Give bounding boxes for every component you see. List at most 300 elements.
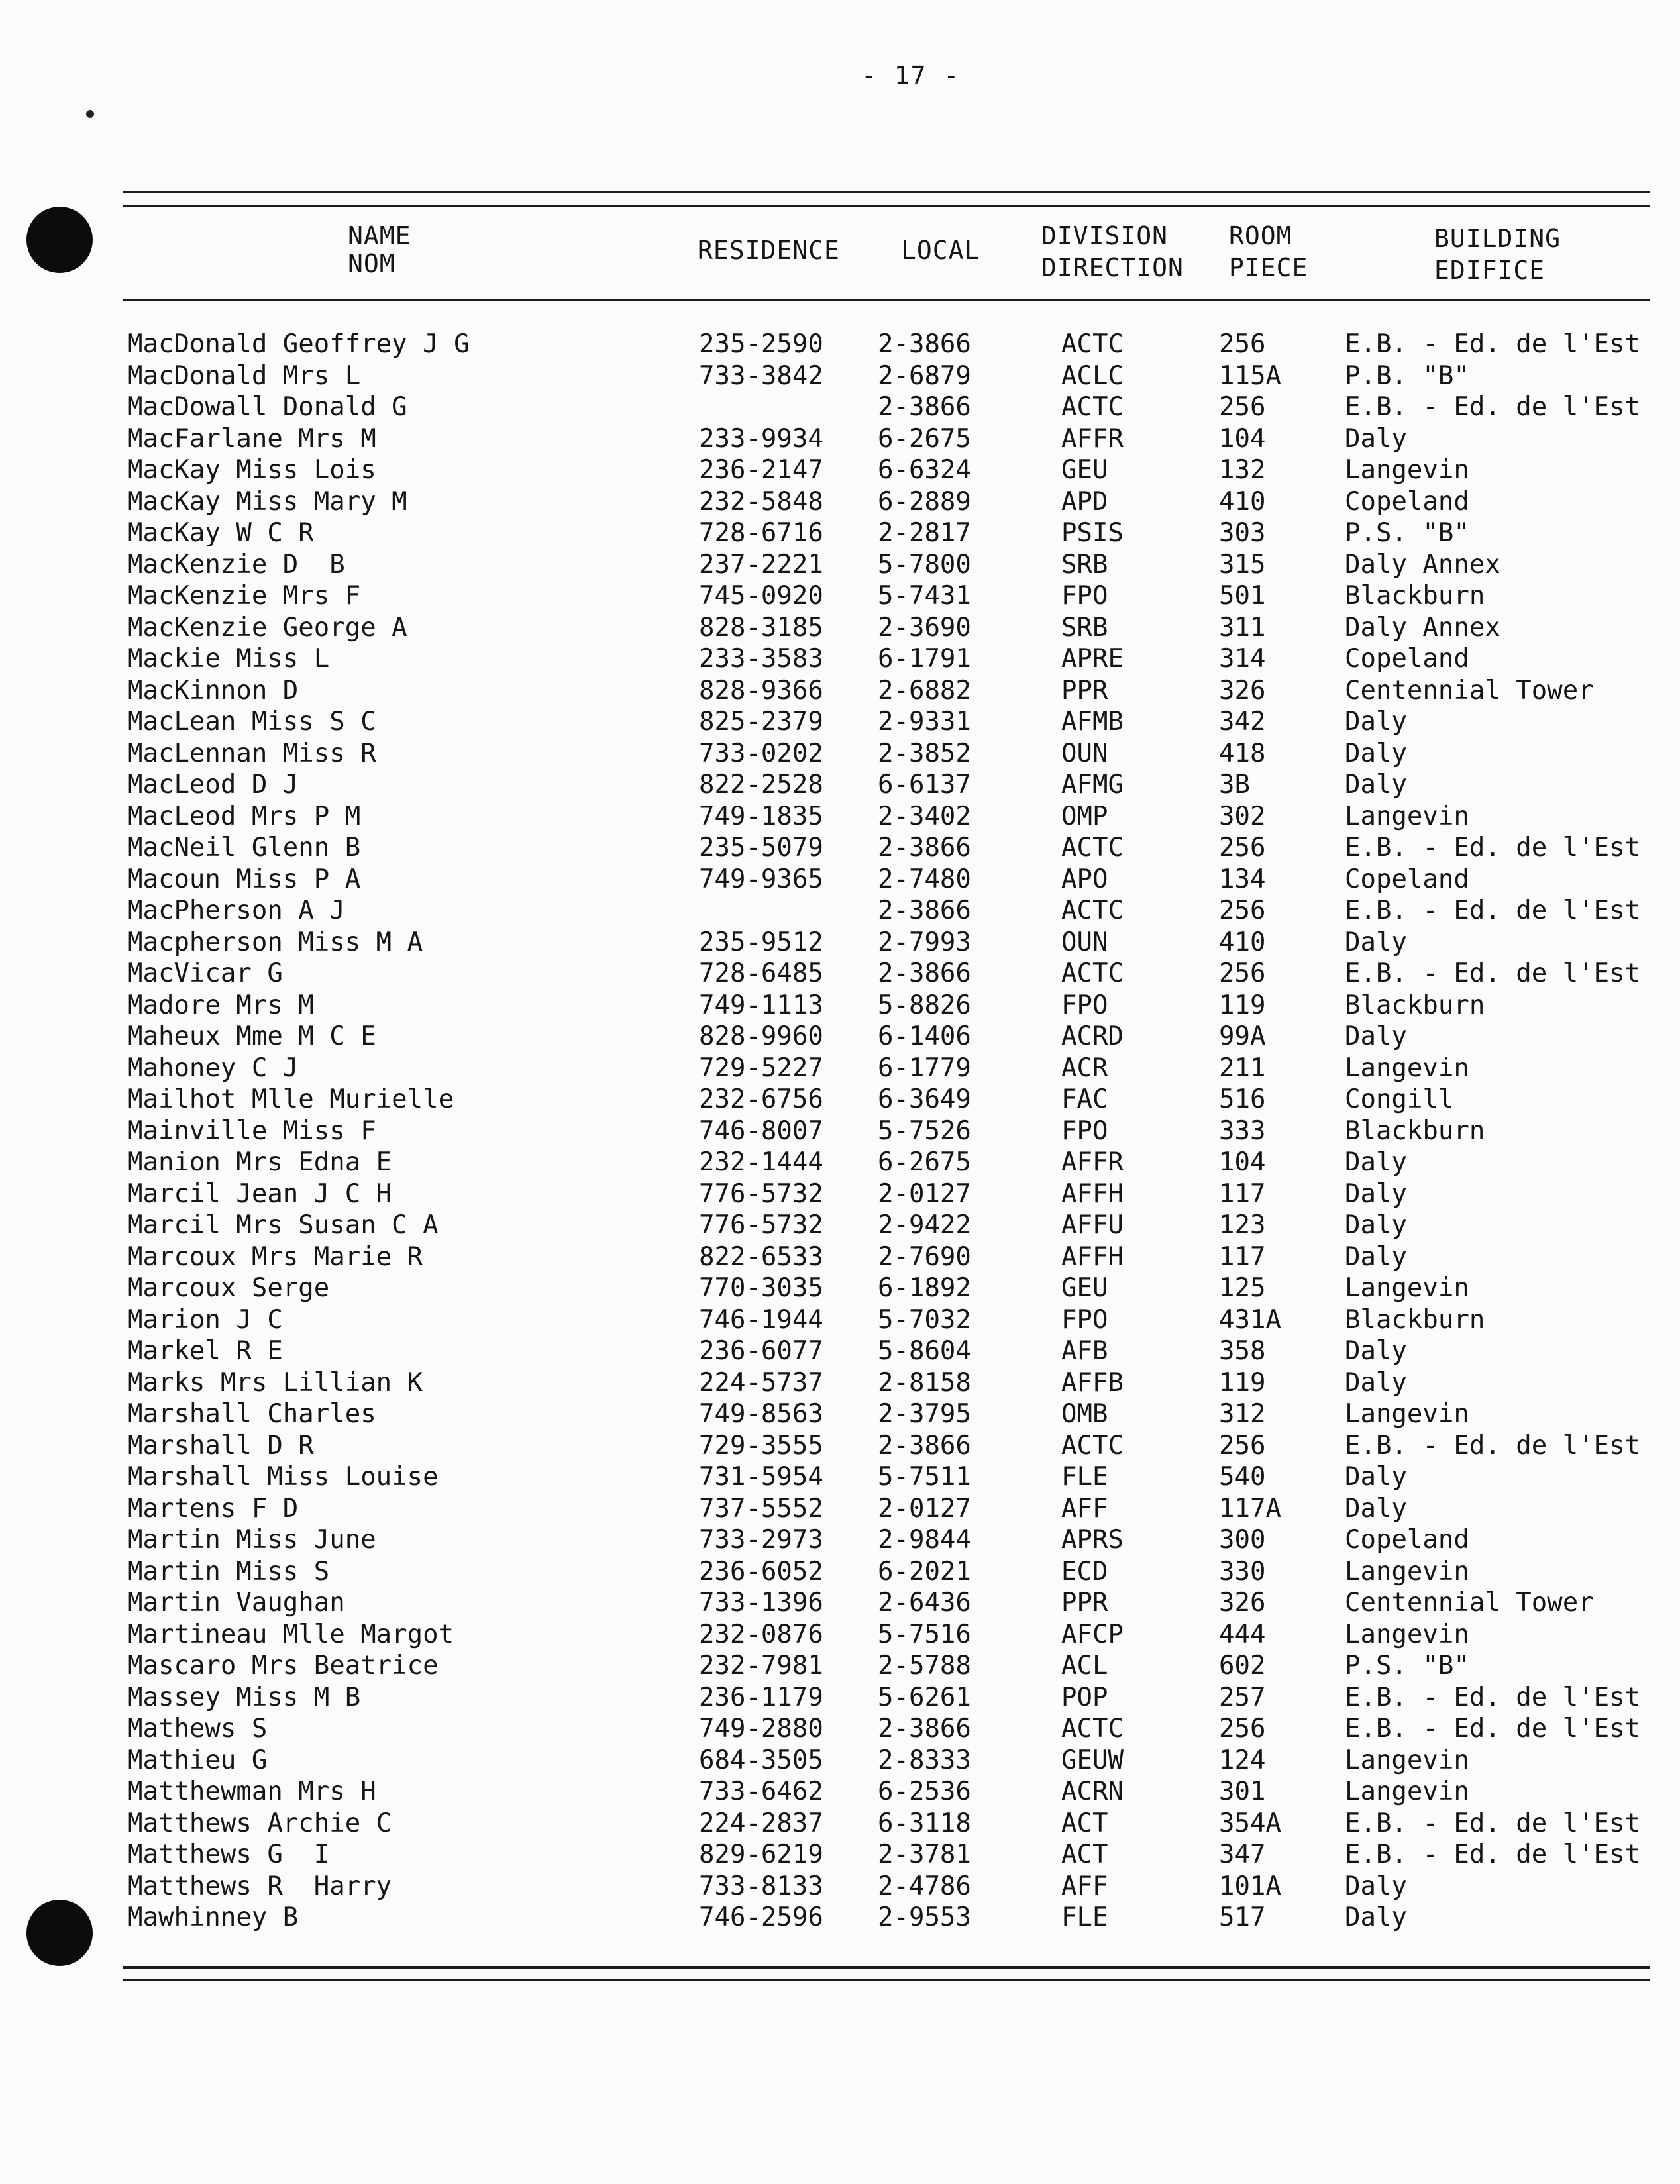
entry-residence: 733-0202 — [699, 738, 823, 768]
entry-residence: 828-9366 — [699, 675, 823, 705]
entry-name: MacKay Miss Mary M — [127, 486, 407, 517]
entry-residence: 232-0876 — [699, 1619, 823, 1649]
entry-division: ACTC — [1061, 1430, 1124, 1461]
entry-residence: 733-3842 — [699, 360, 823, 391]
entry-name: MacDowall Donald G — [127, 392, 407, 422]
entry-residence: 749-1835 — [699, 801, 823, 831]
entry-name: Marcoux Mrs Marie R — [127, 1241, 423, 1272]
entry-residence: 749-9365 — [699, 864, 823, 894]
directory-entry — [0, 1745, 1680, 1777]
entry-division: AFCP — [1061, 1619, 1124, 1649]
entry-residence: 822-6533 — [699, 1241, 823, 1272]
entry-name: Mascaro Mrs Beatrice — [127, 1651, 439, 1681]
entry-building: Daly — [1345, 1871, 1407, 1901]
entry-residence: 749-8563 — [699, 1399, 823, 1429]
entry-room: 358 — [1219, 1336, 1266, 1366]
entry-division: ACTC — [1061, 329, 1124, 359]
entry-name: MacVicar G — [127, 959, 283, 988]
entry-local: 6-3649 — [878, 1084, 971, 1114]
entry-division: ACT — [1061, 1808, 1108, 1838]
entry-division: OMP — [1061, 801, 1108, 831]
entry-room: 354A — [1219, 1808, 1281, 1838]
entry-name: MacLeod D J — [127, 770, 299, 800]
entry-building: Daly — [1345, 1241, 1407, 1272]
entry-room: 256 — [1219, 959, 1266, 988]
entry-room: 119 — [1219, 990, 1266, 1020]
entry-building: Langevin — [1345, 1556, 1469, 1586]
entry-name: Marcil Jean J C H — [127, 1178, 392, 1209]
entry-room: 256 — [1219, 329, 1266, 359]
entry-room: 302 — [1219, 801, 1266, 831]
entry-building: P.B. "B" — [1345, 360, 1469, 391]
entry-division: PPR — [1061, 675, 1108, 705]
entry-residence: 737-5552 — [699, 1493, 823, 1524]
entry-room: 101A — [1219, 1871, 1281, 1901]
entry-name: MacPherson A J — [127, 896, 345, 925]
entry-name: Martens F D — [127, 1493, 299, 1524]
entry-local: 2-2817 — [878, 518, 971, 548]
entry-division: FLE — [1061, 1902, 1108, 1932]
entry-residence: 770-3035 — [699, 1273, 823, 1303]
entry-room: 330 — [1219, 1556, 1266, 1586]
entry-local: 2-4786 — [878, 1871, 971, 1901]
entry-residence: 224-2837 — [699, 1808, 823, 1838]
entry-name: Marshall Charles — [127, 1399, 376, 1429]
entry-building: Copeland — [1345, 1525, 1469, 1555]
entry-room: 326 — [1219, 1588, 1266, 1618]
entry-room: 300 — [1219, 1525, 1266, 1555]
entry-name: Mackie Miss L — [127, 644, 330, 674]
entry-division: PSIS — [1061, 518, 1124, 548]
directory-entry — [0, 895, 1680, 927]
entry-residence: 728-6716 — [699, 518, 823, 548]
header-division: DIVISION — [1041, 221, 1169, 250]
directory-entry — [0, 706, 1680, 738]
entry-division: AFFR — [1061, 1147, 1124, 1177]
entry-residence: 236-2147 — [699, 455, 823, 485]
entry-local: 2-6436 — [878, 1588, 971, 1618]
entry-residence: 235-9512 — [699, 927, 823, 957]
directory-entry — [0, 329, 1680, 360]
entry-building: Daly — [1345, 707, 1407, 737]
directory-entry — [0, 990, 1680, 1021]
entry-local: 6-6324 — [878, 455, 971, 485]
entry-local: 2-7480 — [878, 864, 971, 894]
entry-local: 6-1779 — [878, 1053, 971, 1083]
entry-name: Marks Mrs Lillian K — [127, 1367, 423, 1398]
entry-building: E.B. - Ed. de l'Est — [1345, 1430, 1641, 1461]
entry-building: E.B. - Ed. de l'Est — [1345, 1682, 1641, 1712]
entry-local: 6-2675 — [878, 423, 971, 454]
entry-building: Centennial Tower — [1345, 675, 1594, 705]
entry-local: 2-9844 — [878, 1525, 971, 1555]
entry-room: 104 — [1219, 423, 1266, 454]
entry-room: 333 — [1219, 1116, 1266, 1146]
entry-name: Macpherson Miss M A — [127, 927, 423, 957]
entry-building: Centennial Tower — [1345, 1588, 1594, 1618]
entry-division: AFFR — [1061, 423, 1124, 454]
entry-building: Daly — [1345, 770, 1407, 800]
entry-room: 117 — [1219, 1241, 1266, 1272]
entry-division: AFFB — [1061, 1367, 1124, 1398]
entry-division: AFF — [1061, 1493, 1108, 1524]
entry-name: Mathews S — [127, 1714, 268, 1743]
entry-division: ACT — [1061, 1840, 1108, 1869]
entry-residence: 729-3555 — [699, 1430, 823, 1461]
entry-room: 444 — [1219, 1619, 1266, 1649]
entry-building: Daly — [1345, 1462, 1407, 1492]
entry-room: 104 — [1219, 1147, 1266, 1177]
directory-entry — [0, 927, 1680, 959]
entry-division: AFFH — [1061, 1178, 1124, 1209]
entry-division: ACR — [1061, 1053, 1108, 1083]
entry-room: 342 — [1219, 707, 1266, 737]
entry-residence: 224-5737 — [699, 1367, 823, 1398]
entry-building: E.B. - Ed. de l'Est — [1345, 959, 1641, 988]
entry-residence: 745-0920 — [699, 581, 823, 611]
entry-division: GEU — [1061, 1273, 1108, 1303]
entry-room: 115A — [1219, 360, 1281, 391]
directory-entry — [0, 1367, 1680, 1399]
entry-building: P.S. "B" — [1345, 518, 1469, 548]
entry-local: 6-1892 — [878, 1273, 971, 1303]
entry-residence: 232-5848 — [699, 486, 823, 517]
entry-residence: 749-2880 — [699, 1714, 823, 1743]
entry-residence: 684-3505 — [699, 1745, 823, 1775]
entry-building: Langevin — [1345, 801, 1469, 831]
entry-residence: 237-2221 — [699, 549, 823, 580]
entry-division: AFFH — [1061, 1241, 1124, 1272]
entry-building: Daly — [1345, 1902, 1407, 1932]
entry-name: Martin Vaughan — [127, 1588, 345, 1618]
entry-building: Blackburn — [1345, 1304, 1485, 1335]
entry-building: Daly — [1345, 927, 1407, 957]
entry-division: POP — [1061, 1682, 1108, 1712]
entry-name: MacKay Miss Lois — [127, 455, 376, 485]
directory-entry — [0, 1084, 1680, 1116]
entry-name: Mathieu G — [127, 1745, 268, 1775]
entry-residence: 829-6219 — [699, 1840, 823, 1869]
entry-building: E.B. - Ed. de l'Est — [1345, 1808, 1641, 1838]
entry-room: 119 — [1219, 1367, 1266, 1398]
entry-local: 5-8604 — [878, 1336, 971, 1366]
entry-residence: 822-2528 — [699, 770, 823, 800]
bottom-rule-thin — [123, 1979, 1650, 1981]
entry-division: SRB — [1061, 549, 1108, 580]
entry-name: Maheux Mme M C E — [127, 1021, 376, 1051]
entry-local: 6-6137 — [878, 770, 971, 800]
directory-entry — [0, 517, 1680, 549]
directory-entry — [0, 1619, 1680, 1651]
entry-residence: 729-5227 — [699, 1053, 823, 1083]
entry-division: SRB — [1061, 612, 1108, 643]
directory-entry — [0, 1147, 1680, 1178]
entry-name: MacKay W C R — [127, 518, 314, 548]
entry-room: 123 — [1219, 1210, 1266, 1240]
entry-division: ACRD — [1061, 1021, 1124, 1051]
entry-building: Blackburn — [1345, 990, 1485, 1020]
entry-local: 2-3866 — [878, 1430, 971, 1461]
entry-local: 5-7516 — [878, 1619, 971, 1649]
entry-room: 117A — [1219, 1493, 1281, 1524]
entry-residence: 728-6485 — [699, 959, 823, 988]
entry-name: MacDonald Geoffrey J G — [127, 329, 470, 359]
entry-name: Matthews Archie C — [127, 1808, 392, 1838]
entry-room: 418 — [1219, 738, 1266, 768]
entry-room: 125 — [1219, 1273, 1266, 1303]
header-rule — [123, 299, 1650, 301]
entry-building: Daly — [1345, 1021, 1407, 1051]
entry-local: 2-8158 — [878, 1367, 971, 1398]
entry-division: FPO — [1061, 1304, 1108, 1335]
entry-name: Marion J C — [127, 1304, 283, 1335]
entry-local: 2-3402 — [878, 801, 971, 831]
directory-entry — [0, 1556, 1680, 1588]
entry-name: Mainville Miss F — [127, 1116, 376, 1146]
entry-room: 124 — [1219, 1745, 1266, 1775]
entry-local: 2-9553 — [878, 1902, 971, 1932]
directory-entry — [0, 1210, 1680, 1241]
directory-entry — [0, 643, 1680, 675]
entry-building: Langevin — [1345, 1619, 1469, 1649]
entry-building: E.B. - Ed. de l'Est — [1345, 392, 1641, 422]
entry-residence: 733-2973 — [699, 1525, 823, 1555]
entry-room: 117 — [1219, 1178, 1266, 1209]
directory-entry — [0, 1902, 1680, 1934]
entry-building: Daly — [1345, 1493, 1407, 1524]
entry-residence: 733-6462 — [699, 1777, 823, 1806]
entry-building: E.B. - Ed. de l'Est — [1345, 1840, 1641, 1869]
entry-building: E.B. - Ed. de l'Est — [1345, 833, 1641, 862]
entry-building: Copeland — [1345, 644, 1469, 674]
directory-entry — [0, 832, 1680, 864]
entry-building: Blackburn — [1345, 581, 1485, 611]
entry-local: 2-8333 — [878, 1745, 971, 1775]
entry-local: 2-3781 — [878, 1840, 971, 1869]
entry-local: 2-3866 — [878, 392, 971, 422]
entry-local: 2-3795 — [878, 1399, 971, 1429]
entry-division: ACL — [1061, 1651, 1108, 1681]
entry-division: GEUW — [1061, 1745, 1124, 1775]
entry-residence: 232-7981 — [699, 1651, 823, 1681]
entry-name: Mawhinney B — [127, 1902, 299, 1932]
entry-local: 6-2021 — [878, 1556, 971, 1586]
entry-local: 2-3852 — [878, 738, 971, 768]
entry-name: Matthewman Mrs H — [127, 1777, 376, 1806]
entry-room: 303 — [1219, 518, 1266, 548]
entry-division: ACTC — [1061, 833, 1124, 862]
entry-division: FLE — [1061, 1462, 1108, 1492]
page-number: - 17 - — [861, 61, 961, 90]
directory-entry — [0, 801, 1680, 833]
entry-name: MacFarlane Mrs M — [127, 423, 376, 454]
directory-entry — [0, 1430, 1680, 1462]
entry-local: 2-3866 — [878, 896, 971, 925]
header-edifice: EDIFICE — [1434, 256, 1546, 285]
directory-entry — [0, 1808, 1680, 1840]
entry-building: Blackburn — [1345, 1116, 1485, 1146]
entry-local: 2-0127 — [878, 1493, 971, 1524]
entry-residence: 749-1113 — [699, 990, 823, 1020]
directory-entry — [0, 1650, 1680, 1682]
entry-residence: 776-5732 — [699, 1178, 823, 1209]
entry-division: PPR — [1061, 1588, 1108, 1618]
directory-entry — [0, 1461, 1680, 1493]
entry-building: Langevin — [1345, 1273, 1469, 1303]
entry-local: 5-7526 — [878, 1116, 971, 1146]
entry-room: 540 — [1219, 1462, 1266, 1492]
entry-name: Marcoux Serge — [127, 1273, 330, 1303]
entry-residence: 776-5732 — [699, 1210, 823, 1240]
directory-entry — [0, 675, 1680, 707]
entry-building: Daly — [1345, 423, 1407, 454]
entry-division: ACTC — [1061, 392, 1124, 422]
entry-room: 134 — [1219, 864, 1266, 894]
entry-room: 256 — [1219, 833, 1266, 862]
directory-entry — [0, 1053, 1680, 1084]
entry-local: 2-9422 — [878, 1210, 971, 1240]
entry-building: Langevin — [1345, 455, 1469, 485]
entry-room: 312 — [1219, 1399, 1266, 1429]
entry-division: ACTC — [1061, 959, 1124, 988]
entry-division: ACTC — [1061, 896, 1124, 925]
entry-residence: 746-2596 — [699, 1902, 823, 1932]
entry-local: 6-3118 — [878, 1808, 971, 1838]
entry-local: 5-7800 — [878, 549, 971, 580]
entry-building: Copeland — [1345, 486, 1469, 517]
entry-division: AFMB — [1061, 707, 1124, 737]
entry-division: ACTC — [1061, 1714, 1124, 1743]
entry-room: 517 — [1219, 1902, 1266, 1932]
top-rule — [123, 191, 1650, 193]
entry-room: 314 — [1219, 644, 1266, 674]
directory-entry — [0, 549, 1680, 581]
entry-room: 256 — [1219, 1714, 1266, 1743]
directory-entry — [0, 1273, 1680, 1304]
entry-building: Langevin — [1345, 1053, 1469, 1083]
entry-name: Massey Miss M B — [127, 1682, 361, 1712]
entry-local: 2-3690 — [878, 612, 971, 643]
entry-name: Martin Miss S — [127, 1556, 330, 1586]
directory-entry — [0, 769, 1680, 801]
entry-residence: 825-2379 — [699, 707, 823, 737]
directory-entry — [0, 1335, 1680, 1367]
entry-division: OUN — [1061, 738, 1108, 768]
entry-local: 5-7511 — [878, 1462, 971, 1492]
entry-room: 410 — [1219, 486, 1266, 517]
entry-division: GEU — [1061, 455, 1108, 485]
entry-name: Marshall D R — [127, 1430, 314, 1461]
entry-local: 6-1791 — [878, 644, 971, 674]
entry-local: 5-8826 — [878, 990, 971, 1020]
entry-room: 256 — [1219, 1430, 1266, 1461]
entry-division: AFFU — [1061, 1210, 1124, 1240]
entry-residence: 235-5079 — [699, 833, 823, 862]
entry-name: MacLean Miss S C — [127, 707, 376, 737]
entry-room: 516 — [1219, 1084, 1266, 1114]
directory-entry — [0, 1776, 1680, 1808]
entry-local: 2-7690 — [878, 1241, 971, 1272]
directory-entry — [0, 1398, 1680, 1430]
entry-name: Marshall Miss Louise — [127, 1462, 439, 1492]
entry-building: Langevin — [1345, 1777, 1469, 1806]
directory-list — [0, 329, 1680, 1934]
entry-building: Congill — [1345, 1084, 1454, 1114]
entry-name: Mailhot Mlle Murielle — [127, 1084, 454, 1114]
entry-name: MacNeil Glenn B — [127, 833, 361, 862]
entry-room: 326 — [1219, 675, 1266, 705]
entry-name: Marcil Mrs Susan C A — [127, 1210, 439, 1240]
entry-building: P.S. "B" — [1345, 1651, 1469, 1681]
entry-building: E.B. - Ed. de l'Est — [1345, 1714, 1641, 1743]
entry-division: APO — [1061, 864, 1108, 894]
entry-name: Macoun Miss P A — [127, 864, 361, 894]
entry-residence: 733-8133 — [699, 1871, 823, 1901]
entry-local: 2-9331 — [878, 707, 971, 737]
entry-division: AFF — [1061, 1871, 1108, 1901]
directory-entry — [0, 958, 1680, 990]
entry-residence: 236-6052 — [699, 1556, 823, 1586]
entry-local: 2-3866 — [878, 1714, 971, 1743]
entry-room: 347 — [1219, 1840, 1266, 1869]
entry-building: Daly — [1345, 738, 1407, 768]
entry-name: MacKenzie D B — [127, 549, 345, 580]
directory-entry — [0, 1587, 1680, 1619]
directory-entry — [0, 1116, 1680, 1147]
entry-building: Langevin — [1345, 1399, 1469, 1429]
entry-division: FPO — [1061, 990, 1108, 1020]
entry-building: Daly Annex — [1345, 549, 1500, 580]
directory-entry — [0, 391, 1680, 423]
entry-division: FAC — [1061, 1084, 1108, 1114]
entry-room: 3B — [1219, 770, 1250, 800]
entry-room: 501 — [1219, 581, 1266, 611]
entry-division: FPO — [1061, 581, 1108, 611]
entry-room: 410 — [1219, 927, 1266, 957]
header-nom: NOM — [348, 249, 395, 278]
header-direction: DIRECTION — [1041, 253, 1184, 282]
entry-building: Daly Annex — [1345, 612, 1500, 643]
entry-division: AFMG — [1061, 770, 1124, 800]
entry-residence: 232-1444 — [699, 1147, 823, 1177]
entry-local: 2-0127 — [878, 1178, 971, 1209]
entry-room: 256 — [1219, 896, 1266, 925]
directory-entry — [0, 1839, 1680, 1871]
entry-local: 6-1406 — [878, 1021, 971, 1051]
directory-entry — [0, 454, 1680, 486]
entry-local: 2-6882 — [878, 675, 971, 705]
entry-building: Daly — [1345, 1178, 1407, 1209]
directory-entry — [0, 738, 1680, 770]
entry-name: MacLeod Mrs P M — [127, 801, 361, 831]
header-name: NAME — [348, 221, 411, 250]
bottom-rule — [123, 1966, 1650, 1969]
entry-local: 2-3866 — [878, 833, 971, 862]
header-residence: RESIDENCE — [698, 236, 840, 265]
entry-local: 2-7993 — [878, 927, 971, 957]
entry-building: Daly — [1345, 1147, 1407, 1177]
directory-entry — [0, 1493, 1680, 1525]
entry-local: 2-3866 — [878, 329, 971, 359]
entry-division: ACRN — [1061, 1777, 1124, 1806]
directory-entry — [0, 1871, 1680, 1902]
entry-name: MacDonald Mrs L — [127, 360, 361, 391]
entry-division: FPO — [1061, 1116, 1108, 1146]
entry-division: ECD — [1061, 1556, 1108, 1586]
entry-residence: 733-1396 — [699, 1588, 823, 1618]
directory-entry — [0, 1178, 1680, 1210]
entry-local: 5-7431 — [878, 581, 971, 611]
